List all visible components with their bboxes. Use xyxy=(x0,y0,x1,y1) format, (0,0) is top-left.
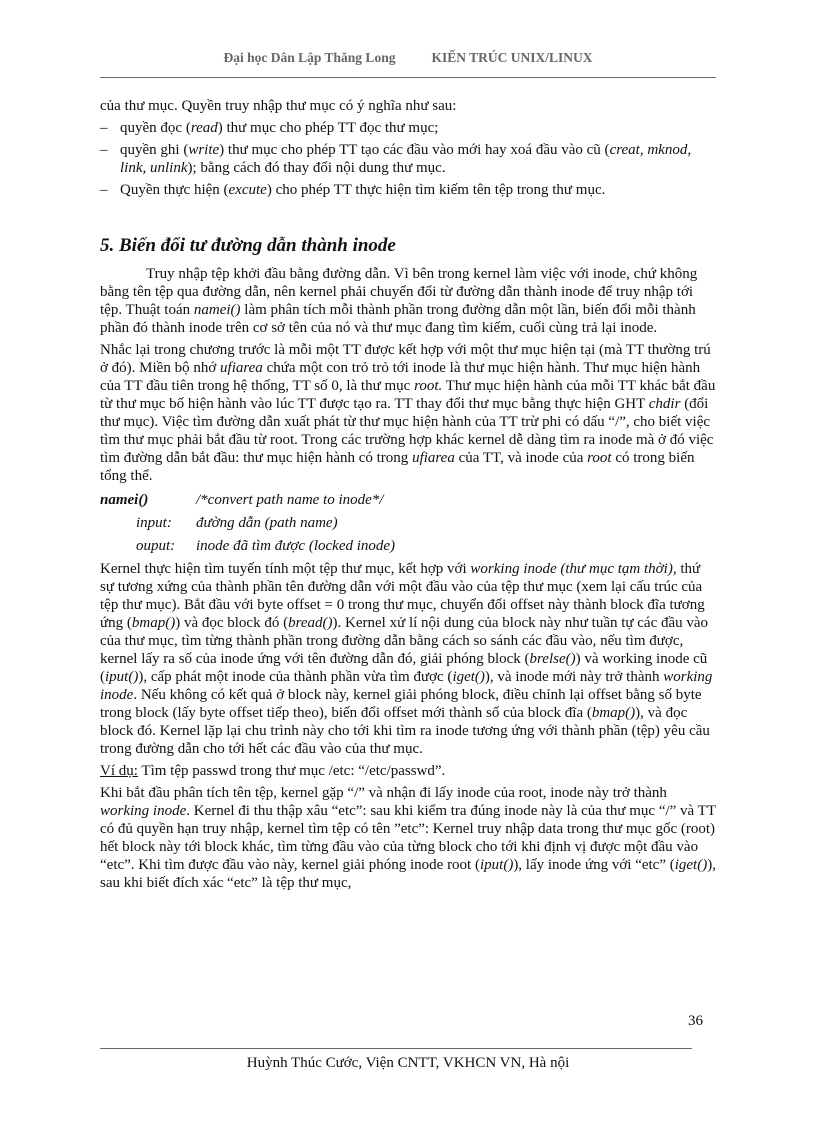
paragraph: Truy nhập tệp khởi đầu bằng đường dẫn. Vì bên trong kernel làm việc với inode, chứ không bằng tên tệp qua đường dẫn, nên kernel phải chuyển đổi từ đường dẫn thành inode để truy nhập tới tệp. Thuật toán namei() làm phân tích mỗi thành phần trong đường dẫn một lần, biến đổi mỗi thành phần đó thành inode trên cơ sở tên của nó và thư mục đang tìm kiếm, cuối cùng trả lại inode. xyxy=(100,266,698,336)
algorithm-comment: /*convert path name to inode*/ xyxy=(196,492,384,508)
header-institution: Đại học Dân Lập Thăng Long xyxy=(223,50,396,65)
list-item: – quyền ghi (write) thư mục cho phép TT tạo các đầu vào mới hay xoá đầu vào cũ (creat, mknod, link, unlink); bằng cách đó thay đổi nội dung thư mục. xyxy=(100,142,692,176)
bullet-dash: – xyxy=(100,120,108,136)
output-value: inode đã tìm được (locked inode) xyxy=(196,538,396,554)
paragraph: Kernel thực hiện tìm tuyến tính một tệp thư mục, kết hợp với working inode (thư mục tạm thời), thứ sự tương xứng của thành phần tên đường dẫn với một đầu vào của tệp thư mục (xem lại cấu trúc của tệp thư mục). Bắt đầu với byte offset = 0 trong thư mục, chuyển đổi offset này thành block đĩa tương ứng (bmap()) và đọc block đó (bread()). Kernel xử lí nội dung của block này như tuần tự các đầu vào của thư mục, tìm từng thành phần trong đường dẫn bằng cách so sánh các đầu vào, nếu tìm được, kernel lấy ra số của inode ứng với tên đường dẫn đó, giải phóng block (brelse()) và working inode cũ (iput()), cấp phát một inode của thành phần vừa tìm được (iget()), và inode mới này trở thành working inode. Nếu không có kết quả ở block này, kernel giải phóng block, điều chỉnh lại offset bằng số byte trong block (lấy byte offset tiếp theo), biến đổi offset mới thành số của block đĩa (bmap()), và đọc block đó. Kernel lặp lại chu trình này cho tới khi tìm ra inode tương ứng với thành phần (tệp) yêu cầu trong đường dẫn cho tới hết các đầu vào của thư mục. xyxy=(100,561,713,757)
paragraph: Nhắc lại trong chương trước là mỗi một TT được kết hợp với một thư mục hiện tại (mà TT thường trú ở đó). Miền bộ nhớ ufiarea chứa một con trỏ trỏ tới inode là thư mục hiện hành. Thư mục hiện hành của TT đầu tiên trong hệ thống, TT số 0, là thư mục root. Thư mục hiện hành của mỗi TT khác bắt đầu từ thư mục bố hiện hành vào lúc TT được tạo ra. TT thay đổi thư mục bằng thực hiện GHT chdir (đổi thư mục). Việc tìm đường dẫn xuất phát từ thư mục hiện hành của TT trừ phi có dấu “/”, cho biết việc tìm thư mục phải bắt đầu từ root. Trong các trường hợp khác kernel dễ dàng tìm ra inode mà ở đó việc tìm đường dẫn bắt đầu: thư mục hiện hành có trong ufiarea của TT, và inode của root có trong biến tổng thể. xyxy=(100,342,716,484)
page-footer: Huỳnh Thúc Cước, Viện CNTT, VKHCN VN, Hà nội xyxy=(246,1055,570,1071)
output-label: ouput: xyxy=(136,538,176,554)
paragraph: Khi bắt đầu phân tích tên tệp, kernel gặp “/” và nhận đi lấy inode của root, inode này trở thành working inode. Kernel đi thu thập xâu “etc”: sau khi kiểm tra đúng inode này là của thư mục “/” và TT có đủ quyền hạn truy nhập, kernel tìm tệp có tên ”etc”: Kernel truy nhập data trong thư mục gốc (root) hết block này tới block khác, tìm từng đầu vào của từng block cho tới khi định vị được một đầu vào “etc”. Khi tìm được đầu vào này, kernel giải phóng inode root (iput()), lấy inode ứng với “etc” (iget()), sau khi biết đích xác “etc” là tệp thư mục, xyxy=(100,785,716,891)
page-number: 36 xyxy=(688,1013,703,1029)
bullet-dash: – xyxy=(100,142,108,158)
header-course: KIẾN TRÚC UNIX/LINUX xyxy=(431,50,593,65)
page-content xyxy=(100,97,716,896)
footer-rule xyxy=(100,1048,692,1049)
page-header xyxy=(0,50,816,66)
bullet-dash: – xyxy=(100,182,108,198)
intro-line: của thư mục. Quyền truy nhập thư mục có ý nghĩa như sau: xyxy=(100,98,457,114)
input-label: input: xyxy=(136,515,172,531)
header-rule xyxy=(100,77,716,78)
section-title: 5. Biến đổi tư đường dẫn thành inode xyxy=(100,235,396,256)
permission-list xyxy=(100,119,716,199)
algorithm-block xyxy=(100,491,716,555)
list-item: – quyền đọc (read) thư mục cho phép TT đọc thư mục; xyxy=(100,120,439,136)
example-label: Ví dụ: xyxy=(100,763,138,779)
input-value: đường dẫn (path name) xyxy=(196,515,338,531)
algorithm-name: namei() xyxy=(100,492,149,508)
example-line: Ví dụ: Tìm tệp passwd trong thư mục /etc: “/etc/passwd”. xyxy=(100,763,446,779)
list-item: – Quyền thực hiện (excute) cho phép TT thực hiện tìm kiếm tên tệp trong thư mục. xyxy=(100,182,606,198)
